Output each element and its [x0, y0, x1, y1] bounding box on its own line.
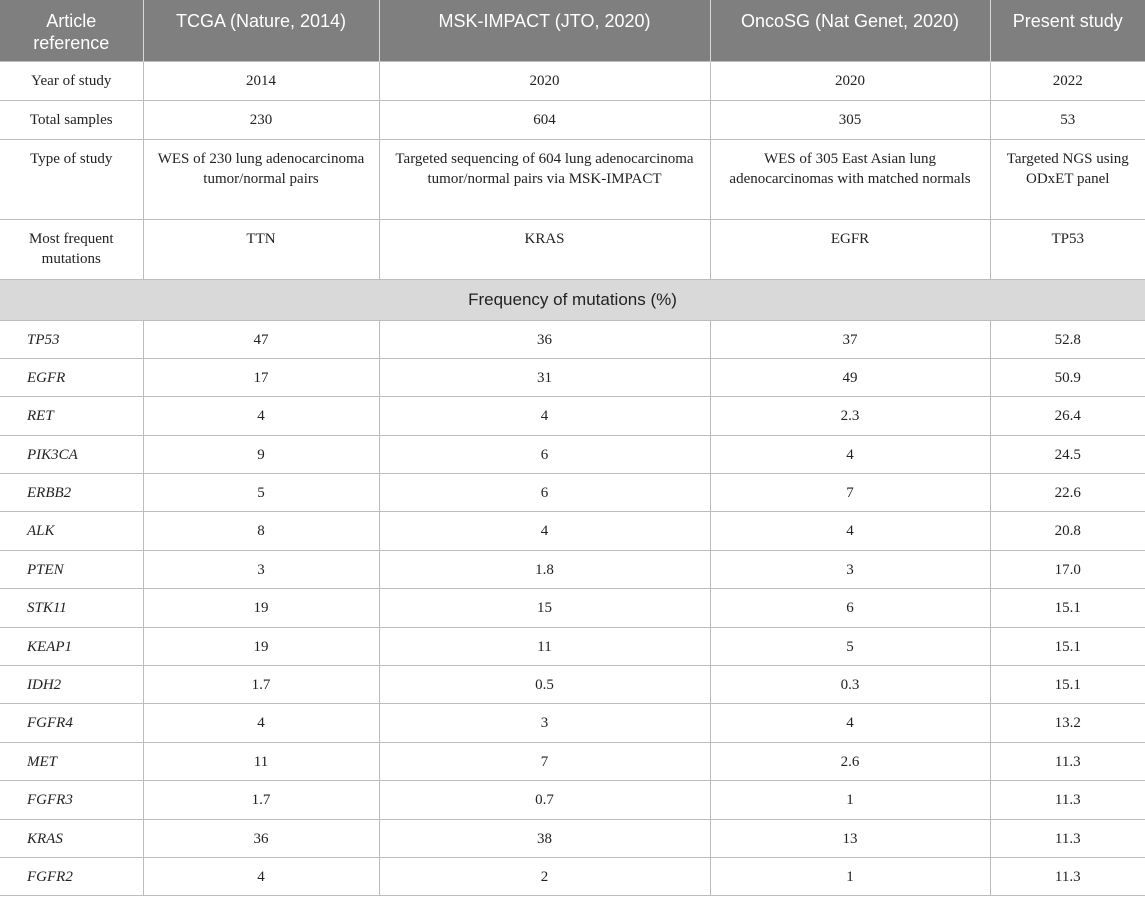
frequency-cell: 4 [379, 397, 710, 435]
frequency-cell: 17.0 [990, 550, 1145, 588]
table-cell: 604 [379, 100, 710, 139]
frequency-cell: 4 [710, 435, 990, 473]
frequency-cell: 0.7 [379, 781, 710, 819]
frequency-cell: 9 [143, 435, 379, 473]
frequency-cell: 19 [143, 627, 379, 665]
header-present-study: Present study [990, 0, 1145, 61]
frequency-cell: 3 [379, 704, 710, 742]
table-row [0, 512, 1145, 550]
frequency-cell: 13 [710, 819, 990, 857]
table-row [0, 397, 1145, 435]
frequency-cell: 1 [710, 857, 990, 895]
year-of-study-row [0, 61, 1145, 100]
table-cell: 2020 [710, 61, 990, 100]
frequency-cell: 1.8 [379, 550, 710, 588]
gene-name: STK11 [0, 589, 143, 627]
table-row [0, 857, 1145, 895]
gene-name: ALK [0, 512, 143, 550]
header-row [0, 0, 1145, 61]
frequency-cell: 38 [379, 819, 710, 857]
table-row [0, 358, 1145, 396]
table-cell: KRAS [379, 219, 710, 279]
table-cell: 2020 [379, 61, 710, 100]
total-samples-row [0, 100, 1145, 139]
frequency-cell: 4 [710, 512, 990, 550]
gene-frequency-body [0, 320, 1145, 896]
frequency-cell: 1.7 [143, 666, 379, 704]
frequency-cell: 52.8 [990, 320, 1145, 358]
gene-name: PIK3CA [0, 435, 143, 473]
table-cell: WES of 230 lung adenocarcinoma tumor/normal pairs [143, 139, 379, 219]
gene-name: FGFR2 [0, 857, 143, 895]
frequency-cell: 7 [710, 474, 990, 512]
gene-name: FGFR4 [0, 704, 143, 742]
frequency-cell: 26.4 [990, 397, 1145, 435]
gene-name: IDH2 [0, 666, 143, 704]
row-label: Year of study [0, 61, 143, 100]
frequency-cell: 4 [710, 704, 990, 742]
table-cell: Targeted NGS using ODxET panel [990, 139, 1145, 219]
frequency-cell: 50.9 [990, 358, 1145, 396]
gene-name: PTEN [0, 550, 143, 588]
frequency-cell: 5 [143, 474, 379, 512]
table-row [0, 474, 1145, 512]
frequency-cell: 6 [379, 474, 710, 512]
gene-name: TP53 [0, 320, 143, 358]
frequency-cell: 47 [143, 320, 379, 358]
frequency-cell: 31 [379, 358, 710, 396]
row-label: Total samples [0, 100, 143, 139]
table-cell: Targeted sequencing of 604 lung adenocarcinoma tumor/normal pairs via MSK-IMPACT [379, 139, 710, 219]
frequency-cell: 5 [710, 627, 990, 665]
frequency-cell: 4 [379, 512, 710, 550]
frequency-cell: 4 [143, 397, 379, 435]
frequency-cell: 1.7 [143, 781, 379, 819]
table-row [0, 666, 1145, 704]
frequency-cell: 7 [379, 742, 710, 780]
frequency-cell: 36 [379, 320, 710, 358]
frequency-cell: 15.1 [990, 627, 1145, 665]
gene-name: KEAP1 [0, 627, 143, 665]
frequency-cell: 11 [143, 742, 379, 780]
header-tcga: TCGA (Nature, 2014) [143, 0, 379, 61]
table-cell: 230 [143, 100, 379, 139]
table-cell: 2014 [143, 61, 379, 100]
gene-name: MET [0, 742, 143, 780]
frequency-cell: 15.1 [990, 666, 1145, 704]
header-msk-impact: MSK-IMPACT (JTO, 2020) [379, 0, 710, 61]
frequency-cell: 17 [143, 358, 379, 396]
frequency-cell: 11.3 [990, 781, 1145, 819]
frequency-cell: 20.8 [990, 512, 1145, 550]
table-row [0, 627, 1145, 665]
frequency-cell: 11 [379, 627, 710, 665]
frequency-cell: 8 [143, 512, 379, 550]
table-cell: EGFR [710, 219, 990, 279]
frequency-cell: 15 [379, 589, 710, 627]
table-row [0, 550, 1145, 588]
table-row [0, 819, 1145, 857]
frequency-cell: 0.3 [710, 666, 990, 704]
frequency-cell: 6 [379, 435, 710, 473]
frequency-cell: 0.5 [379, 666, 710, 704]
table-row [0, 781, 1145, 819]
frequency-cell: 2.6 [710, 742, 990, 780]
header-article-reference: Article reference [0, 0, 143, 61]
row-label: Type of study [0, 139, 143, 219]
gene-name: FGFR3 [0, 781, 143, 819]
row-label: Most frequent mutations [0, 219, 143, 279]
frequency-cell: 3 [143, 550, 379, 588]
most-frequent-mutations-row [0, 219, 1145, 279]
frequency-cell: 36 [143, 819, 379, 857]
table-cell: 2022 [990, 61, 1145, 100]
frequency-cell: 2.3 [710, 397, 990, 435]
frequency-cell: 11.3 [990, 819, 1145, 857]
header-oncosg: OncoSG (Nat Genet, 2020) [710, 0, 990, 61]
type-of-study-row [0, 139, 1145, 219]
gene-name: RET [0, 397, 143, 435]
frequency-cell: 13.2 [990, 704, 1145, 742]
table-cell: 53 [990, 100, 1145, 139]
frequency-cell: 3 [710, 550, 990, 588]
table-cell: TP53 [990, 219, 1145, 279]
frequency-cell: 6 [710, 589, 990, 627]
table-row [0, 704, 1145, 742]
table-row [0, 589, 1145, 627]
gene-name: ERBB2 [0, 474, 143, 512]
frequency-cell: 24.5 [990, 435, 1145, 473]
frequency-cell: 19 [143, 589, 379, 627]
section-title: Frequency of mutations (%) [0, 279, 1145, 320]
table-row [0, 320, 1145, 358]
table-cell: TTN [143, 219, 379, 279]
frequency-cell: 4 [143, 704, 379, 742]
frequency-cell: 15.1 [990, 589, 1145, 627]
table-row [0, 742, 1145, 780]
table-cell: 305 [710, 100, 990, 139]
table-row [0, 435, 1145, 473]
frequency-cell: 4 [143, 857, 379, 895]
table-cell: WES of 305 East Asian lung adenocarcinomas with matched normals [710, 139, 990, 219]
section-header-row [0, 279, 1145, 320]
frequency-cell: 22.6 [990, 474, 1145, 512]
frequency-cell: 11.3 [990, 742, 1145, 780]
frequency-cell: 1 [710, 781, 990, 819]
frequency-cell: 11.3 [990, 857, 1145, 895]
gene-name: KRAS [0, 819, 143, 857]
gene-name: EGFR [0, 358, 143, 396]
frequency-cell: 49 [710, 358, 990, 396]
frequency-cell: 2 [379, 857, 710, 895]
frequency-cell: 37 [710, 320, 990, 358]
